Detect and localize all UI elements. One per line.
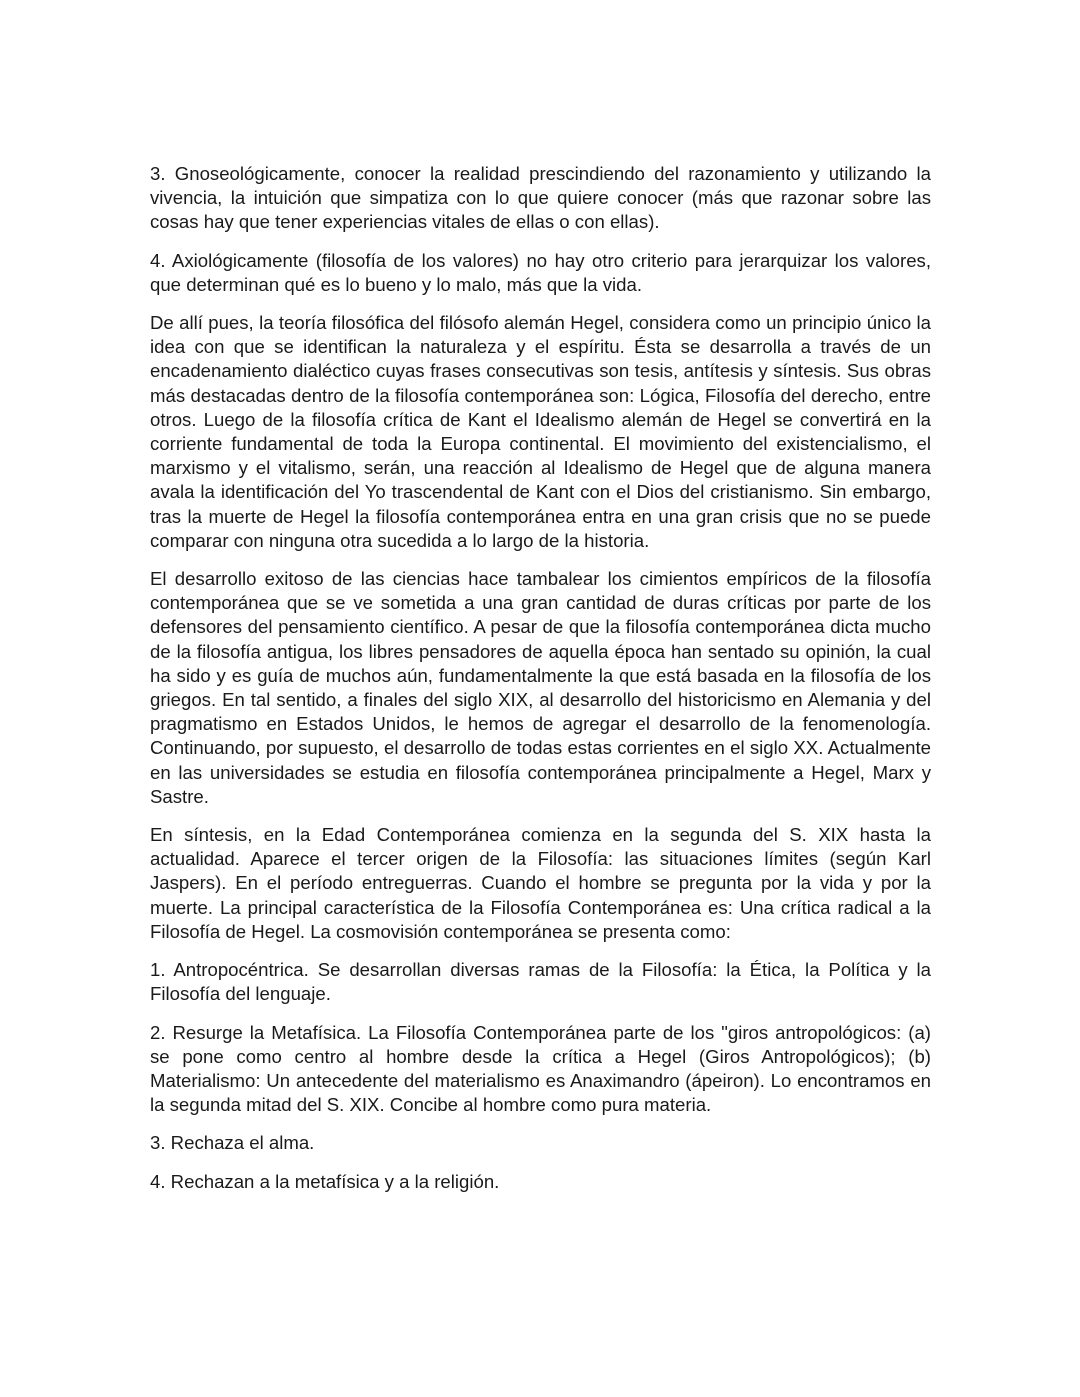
list-item-metafisica: 2. Resurge la Metafísica. La Filosofía Contemporánea parte de los "giros antropológicos: (a) se pone como centro al hombre desde la crítica a Hegel (Giros Antropológicos); (b) Materialismo: Un antecedente del materialismo es Anaximandro (ápeiron). Lo encontramos en la segunda mitad del S. XIX. Concibe al hombre como pura materia. <box>150 1021 931 1116</box>
list-item-religion: 4. Rechazan a la metafísica y a la religión. <box>150 1170 500 1192</box>
list-item-alma: 3. Rechaza el alma. <box>150 1132 315 1154</box>
paragraph-ciencias: El desarrollo exitoso de las ciencias hace tambalear los cimientos empíricos de la filosofía contemporánea que se ve sometida a una gran cantidad de duras críticas por parte de los defensores del pensamiento científico. A pesar de que la filosofía contemporánea dicta mucho de la filosofía antigua, los libres pensadores de aquella época han sentado su opinión, la cual ha sido y es guía de muchos aún, fundamentalmente la que está basada en la filosofía de los griegos. En tal sentido, a finales del siglo XIX, al desarrollo del historicismo en Alemania y del pragmatismo en Estados Unidos, le hemos de agregar el desarrollo de la fenomenología. Continuando, por supuesto, el desarrollo de todas estas corrientes en el siglo XX. Actualmente en las universidades se estudia en filosofía contemporánea principalmente a Hegel, Marx y Sastre. <box>150 568 931 807</box>
paragraph-sintesis: En síntesis, en la Edad Contemporánea comienza en la segunda del S. XIX hasta la actualidad. Aparece el tercer origen de la Filosofía: las situaciones límites (según Karl Jaspers). En el período entreguerras. Cuando el hombre se pregunta por la vida y por la muerte. La principal característica de la Filosofía Contemporánea es: Una crítica radical a la Filosofía de Hegel. La cosmovisión contemporánea se presenta como: <box>150 824 931 942</box>
paragraph-axiologia: 4. Axiológicamente (filosofía de los valores) no hay otro criterio para jerarquizar los valores, que determinan qué es lo bueno y lo malo, más que la vida. <box>150 249 931 295</box>
list-item-antropocentrica: 1. Antropocéntrica. Se desarrollan diversas ramas de la Filosofía: la Ética, la Política y la Filosofía del lenguaje. <box>150 959 931 1005</box>
paragraph-hegel: De allí pues, la teoría filosófica del filósofo alemán Hegel, considera como un principio único la idea con que se identifican la naturaleza y el espíritu. Ésta se desarrolla a través de un encadenamiento dialéctico cuyas frases consecutivas son tesis, antítesis y síntesis. Sus obras más destacadas dentro de la filosofía contemporánea son: Lógica, Filosofía del derecho, entre otros. Luego de la filosofía crítica de Kant el Idealismo alemán de Hegel se convertirá en la corriente fundamental de toda la Europa continental. El movimiento del existencialismo, el marxismo y el vitalismo, serán, una reacción al Idealismo de Hegel que de alguna manera avala la identificación del Yo trascendental de Kant con el Dios del cristianismo. Sin embargo, tras la muerte de Hegel la filosofía contemporánea entra en una gran crisis que no se puede comparar con ninguna otra sucedida a lo largo de la historia. <box>150 312 931 551</box>
paragraph-gnoseologia: 3. Gnoseológicamente, conocer la realidad prescindiendo del razonamiento y utilizando la vivencia, la intuición que simpatiza con lo que quiere conocer (más que razonar sobre las cosas hay que tener experiencias vitales de ellas o con ellas). <box>150 163 931 233</box>
document-page <box>150 162 931 1208</box>
